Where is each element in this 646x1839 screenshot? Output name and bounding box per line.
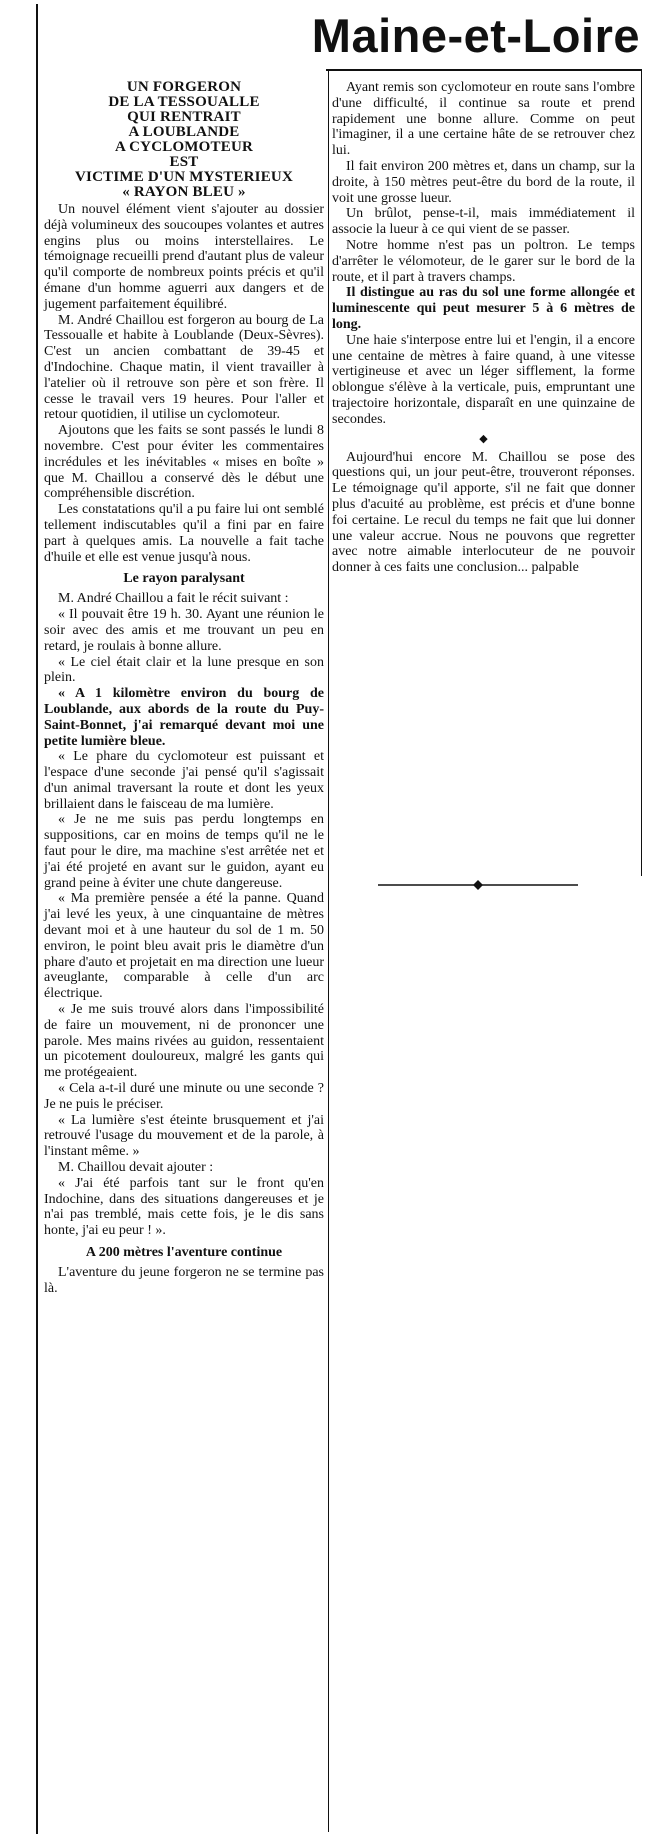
headline-line: A LOUBLANDE bbox=[128, 124, 240, 140]
paragraph: « Ma première pensée a été la panne. Quand j'ai levé les yeux, à une cinquantaine de mètres devant moi et à une hauteur du sol de 1 m. 50 environ, le point bleu avait pris le diamètre d'un phare d'auto et projetait en ma direction une lueur aveuglante, comparable à celle d'un arc électrique. bbox=[44, 891, 324, 1002]
paragraph: M. Chaillou devait ajouter : bbox=[58, 1160, 214, 1176]
paragraph: Les constatations qu'il a pu faire lui ont semblé tellement indiscutables qu'il a fini par en faire part à quelques amis. La nouvelle a fait tache d'huile et elle est venue jusqu'à nous. bbox=[44, 502, 324, 565]
subheading-200-metres: A 200 mètres l'aventure continue bbox=[85, 1245, 283, 1260]
headline-line: QUI RENTRAIT bbox=[127, 109, 241, 125]
paragraph: « Le phare du cyclomoteur est puissant et l'espace d'une seconde j'ai pensé qu'il s'agissait d'un animal traversant la route et dont les yeux brillaient dans le faisceau de ma lumière. bbox=[44, 749, 324, 812]
paragraph: « Le ciel était clair et la lune presque en son plein. bbox=[44, 654, 324, 686]
section-title: Maine-et-Loire bbox=[311, 9, 640, 62]
paragraph: Il fait environ 200 mètres et, dans un champ, sur la droite, à 150 mètres peut-être du bord de la route, il voit une grosse lueur. bbox=[332, 158, 635, 206]
article-headline bbox=[44, 80, 324, 200]
headline-line: A CYCLOMOTEUR bbox=[114, 139, 254, 155]
diamond-separator-icon: ◆ bbox=[479, 431, 488, 445]
headline-line: « RAYON BLEU » bbox=[122, 184, 246, 200]
right-border-rule bbox=[641, 70, 642, 876]
paragraph: Un nouvel élément vient s'ajouter au dossier déjà volumineux des soucoupes volantes et autres engins plus ou moins interstellaires. Le témoignage recueilli prend d'autant plus de valeur qu'il comporte de nombreux points précis et qu'il émane d'un homme aguerri aux dangers et de jugement parfaitement équilibré. bbox=[44, 202, 324, 312]
paragraph: Une haie s'interpose entre lui et l'engin, il a encore une centaine de mètres à faire quand, à une vitesse vertigineuse et avec un léger sifflement, la forme oblongue s'élève à la verticale, puis, empruntant une trajectoire horizontale, disparaît en une quinzaine de secondes. bbox=[332, 332, 635, 427]
paragraph: Il distingue au ras du sol une forme allongée et luminescente qui peut mesurer 5 à 6 mètres de long. bbox=[332, 285, 635, 332]
paragraph: M. André Chaillou a fait le récit suivant : bbox=[58, 591, 289, 607]
column-divider-rule bbox=[328, 70, 329, 1832]
paragraph: « J'ai été parfois tant sur le front qu'en Indochine, dans des situations dangereuses et je n'ai pas tremblé, mais cette fois, je le dis sans honte, j'ai eu peur ! ». bbox=[44, 1175, 324, 1239]
header-underline-rule bbox=[326, 69, 642, 71]
paragraph: Un brûlot, pense-t-il, mais immédiatement il associe la lueur à ce qui vient de se passer. bbox=[332, 206, 635, 238]
paragraph: M. André Chaillou est forgeron au bourg de La Tessoualle et habite à Loublande (Deux-Sèvres). C'est un ancien combattant de 39-45 et d'Indochine. Chaque matin, il vient travailler à l'atelier où il retrouve son père et son frère. Il cesse le travail vers 19 heures. Pour l'aller et retour quotidien, il utilise un cyclomoteur. bbox=[44, 312, 324, 423]
paragraph: Notre homme n'est pas un poltron. Le temps d'arrêter le vélomoteur, de le garer sur le bord de la route, et il part à travers champs. bbox=[332, 237, 635, 285]
left-border-rule bbox=[36, 4, 38, 1834]
paragraph: Aujourd'hui encore M. Chaillou se pose des questions qui, un jour peut-être, trouveront réponses. Le témoignage qu'il apporte, s'il ne fait que donner plus d'acuité au problème, est précis et d'une bonne foi certaine. Le recul du temps ne fait que lui donner une valeur accrue. Nous ne pouvons que regretter avec notre aimable interlocuteur de ne pouvoir donner à ces faits une conclusion... palpable bbox=[332, 449, 635, 576]
paragraph: « Je me suis trouvé alors dans l'impossibilité de faire un mouvement, ni de prononcer une parole. Mes mains rivées au guidon, ressentaient un picotement douloureux, malgré les gants qui me protégeaient. bbox=[44, 1002, 324, 1081]
right-column bbox=[332, 80, 635, 576]
subheading-rayon-paralysant: Le rayon paralysant bbox=[123, 571, 245, 587]
paragraph: Ayant remis son cyclomoteur en route sans l'ombre d'une difficulté, il continue sa route et prend rapidement une bonne allure. Comme on peut l'imaginer, il a une certaine hâte de se retrouver chez lui. bbox=[332, 80, 635, 159]
paragraph: « La lumière s'est éteinte brusquement et j'ai retrouvé l'usage du mouvement et de la parole, à l'instant même. » bbox=[44, 1112, 324, 1160]
paragraph: « Cela a-t-il duré une minute ou une seconde ? Je ne puis le préciser. bbox=[44, 1081, 324, 1112]
paragraph: « A 1 kilomètre environ du bourg de Loublande, aux abords de la route du Puy-Saint-Bonnet, j'ai remarqué devant moi une petite lumière bleue. bbox=[44, 686, 324, 749]
paragraph: Ajoutons que les faits se sont passés le lundi 8 novembre. C'est pour éviter les commentaires incrédules et les inévitables « mises en boîte » que M. Chaillou a conservé dès le début une compréhensible discrétion. bbox=[44, 423, 324, 502]
headline-line: VICTIME D'UN MYSTERIEUX bbox=[75, 169, 293, 185]
headline-line: DE LA TESSOUALLE bbox=[108, 94, 260, 110]
paragraph: L'aventure du jeune forgeron ne se termine pas là. bbox=[44, 1265, 324, 1296]
paragraph: « Je ne me suis pas perdu longtemps en suppositions, car en moins de temps qu'il ne le faut pour le dire, ma machine s'est arrêtée net et j'ai été projeté en avant sur le guidon, ayant eu grand peine à éviter une chute dangereuse. bbox=[44, 812, 324, 891]
headline-line: EST bbox=[169, 154, 199, 170]
headline-line: UN FORGERON bbox=[126, 79, 242, 95]
end-rule-ornament-icon bbox=[378, 878, 578, 892]
left-column bbox=[44, 80, 324, 1297]
paragraph: « Il pouvait être 19 h. 30. Ayant une réunion le soir avec des amis et me trouvant un peu en retard, je roulais à bonne allure. bbox=[44, 607, 324, 654]
